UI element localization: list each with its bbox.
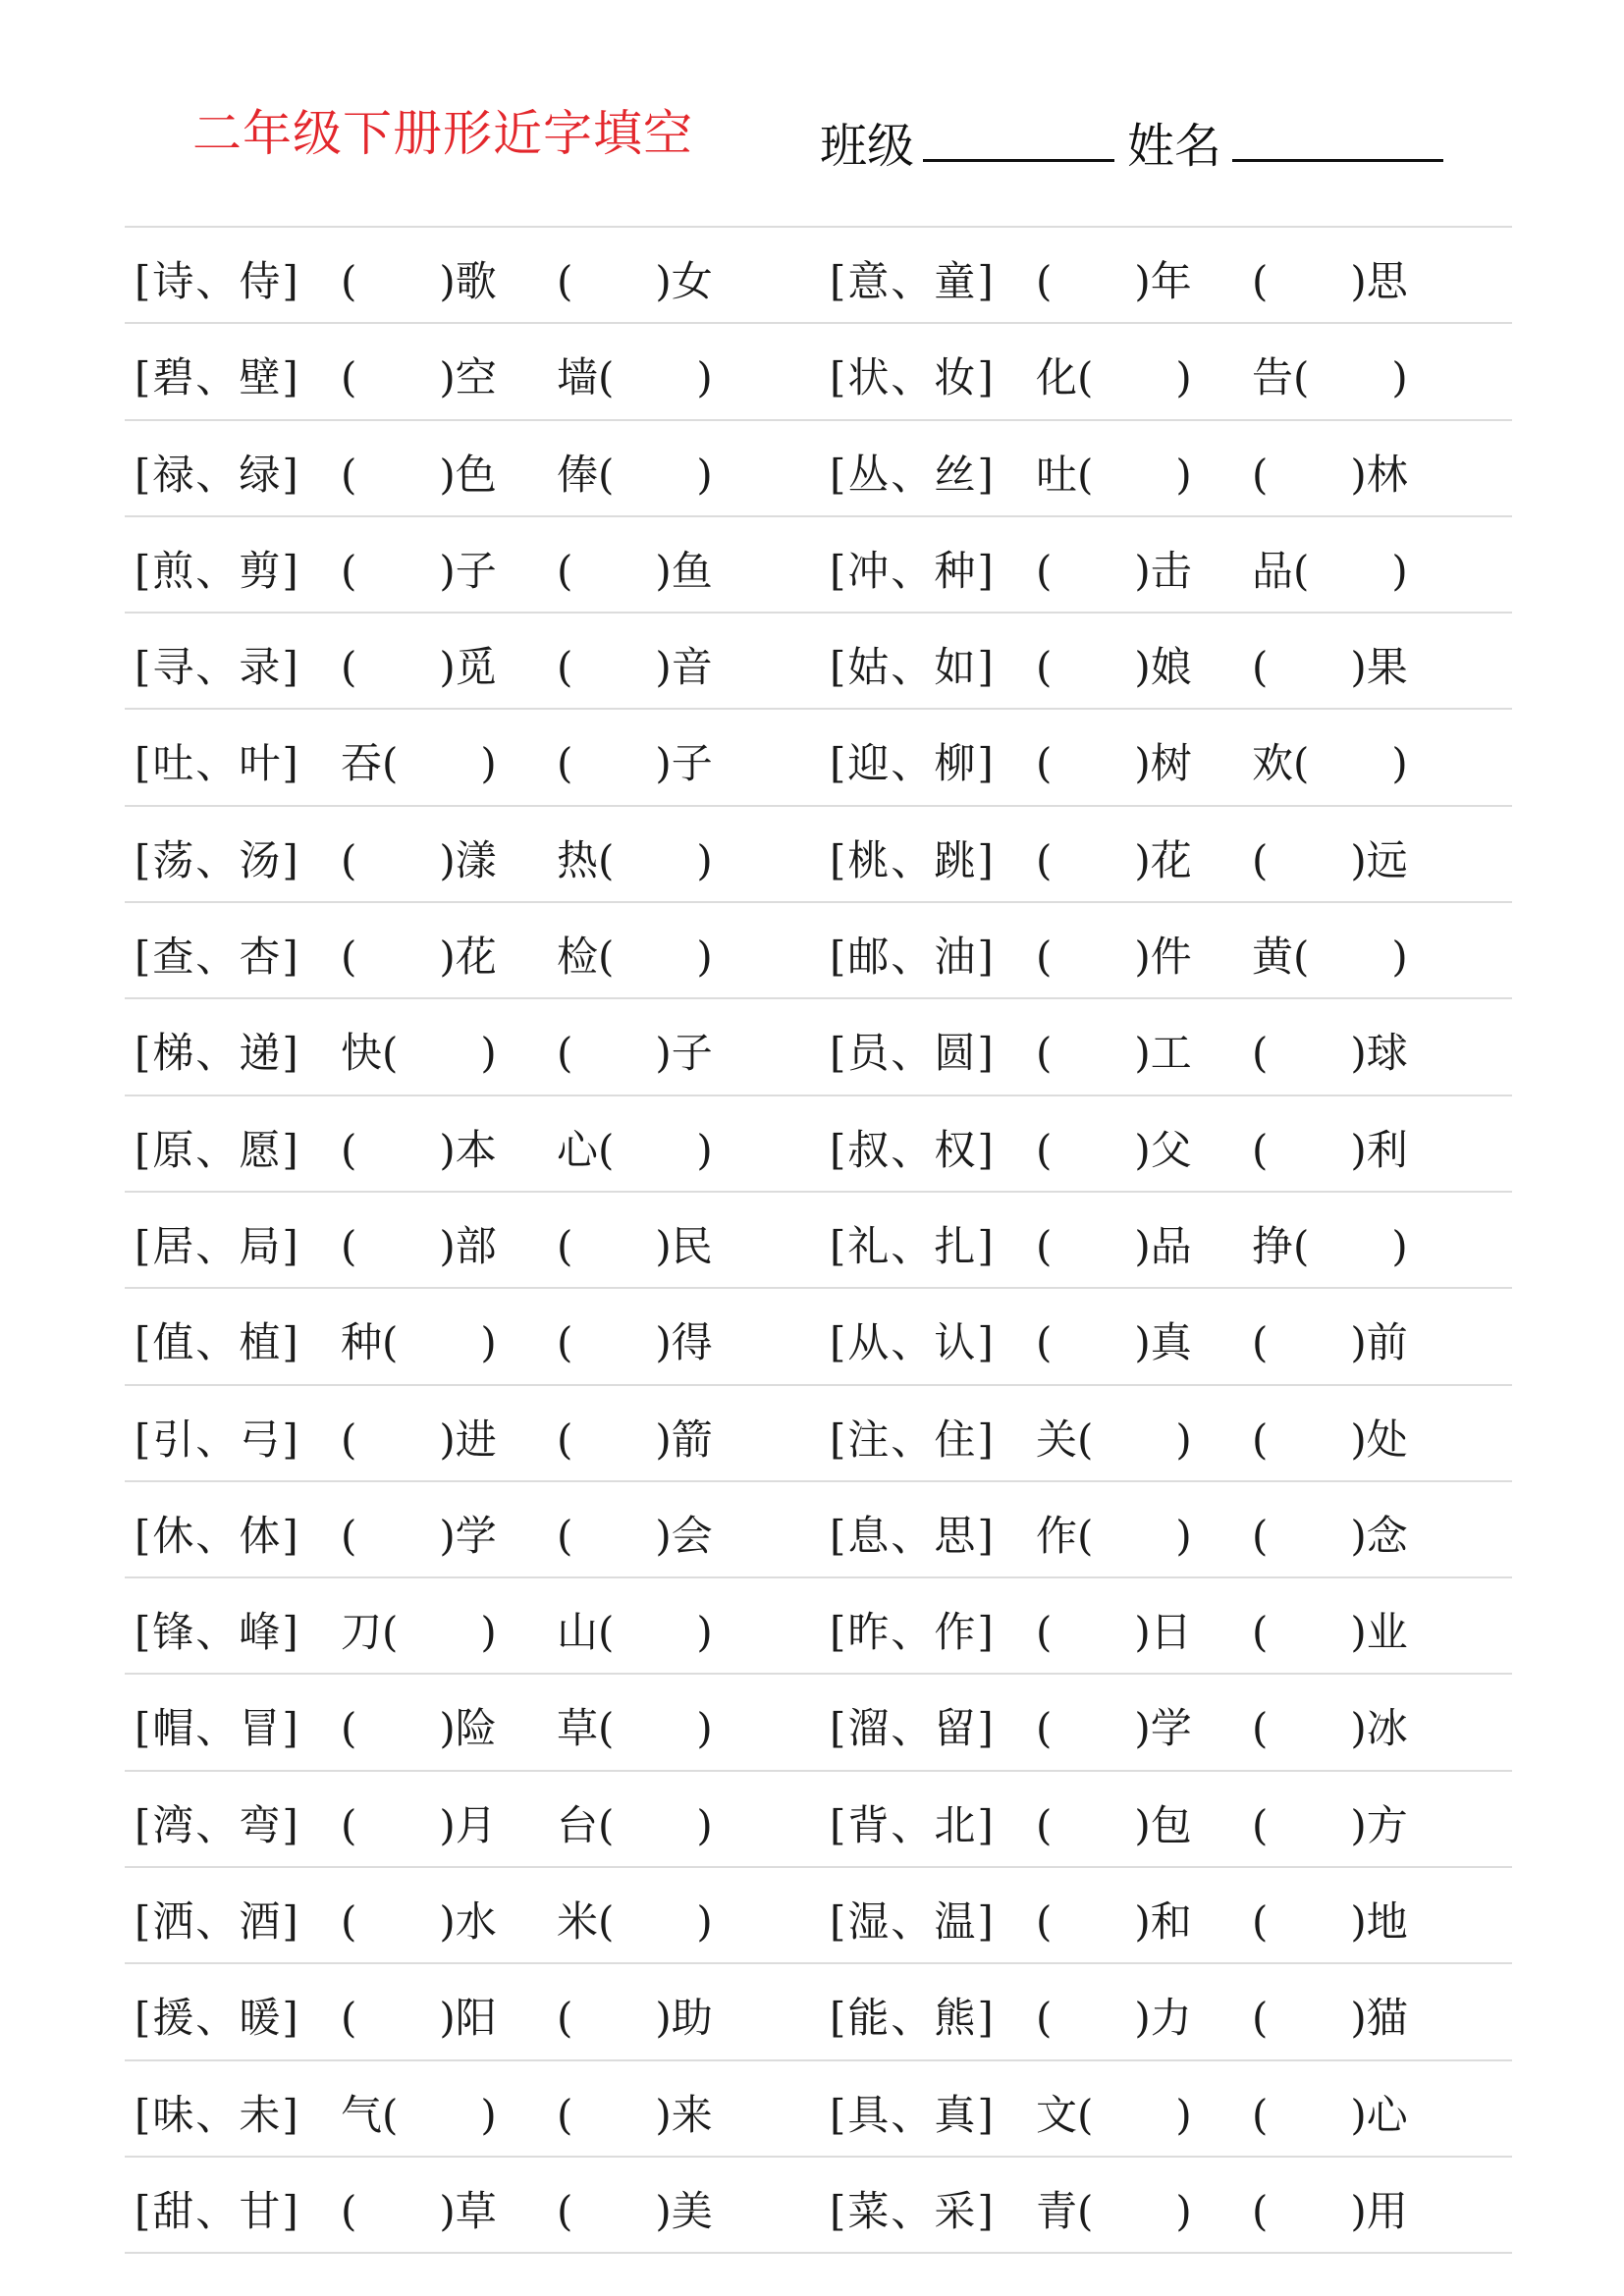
left-blank-1[interactable]: ( )学 <box>341 1511 497 1560</box>
left-blank-1[interactable]: ( )觅 <box>341 643 497 692</box>
table-row <box>125 2061 1512 2158</box>
right-blank-2[interactable]: ( )球 <box>1252 1029 1408 1078</box>
left-blank-2[interactable]: ( )箭 <box>557 1415 713 1464</box>
right-blank-1[interactable]: ( )工 <box>1036 1029 1192 1078</box>
left-blank-2[interactable]: 俸( ) <box>557 450 713 499</box>
right-blank-2[interactable]: 黄( ) <box>1252 933 1408 982</box>
left-pair: [帽、冒] <box>135 1704 300 1753</box>
right-pair: [邮、油] <box>830 933 996 982</box>
right-blank-1[interactable]: ( )花 <box>1036 835 1192 884</box>
left-blank-2[interactable]: 山( ) <box>557 1608 713 1657</box>
left-pair: [荡、汤] <box>135 835 300 884</box>
left-pair: [查、杏] <box>135 933 300 982</box>
table-row <box>125 1289 1512 1385</box>
student-info <box>0 108 1624 174</box>
right-blank-2[interactable]: ( )冰 <box>1252 1704 1408 1753</box>
table-row <box>125 1675 1512 1771</box>
right-pair: [桃、跳] <box>830 835 996 884</box>
right-pair: [能、熊] <box>830 1994 996 2043</box>
left-blank-1[interactable]: 刀( ) <box>341 1608 497 1657</box>
left-blank-1[interactable]: 吞( ) <box>341 739 497 788</box>
right-pair: [背、北] <box>830 1800 996 1849</box>
left-pair: [值、植] <box>135 1318 300 1367</box>
left-pair: [诗、侍] <box>135 257 300 305</box>
right-blank-1[interactable]: 化( ) <box>1036 353 1192 402</box>
right-blank-2[interactable]: ( )方 <box>1252 1800 1408 1849</box>
left-pair: [居、局] <box>135 1221 300 1270</box>
right-blank-1[interactable]: ( )日 <box>1036 1608 1192 1657</box>
left-pair: [煎、剪] <box>135 546 300 595</box>
table-row <box>125 1482 1512 1578</box>
table-row <box>125 324 1512 420</box>
right-pair: [叔、权] <box>830 1125 996 1174</box>
left-blank-2[interactable]: 草( ) <box>557 1704 713 1753</box>
left-blank-1[interactable]: ( )子 <box>341 546 497 595</box>
left-blank-1[interactable]: 种( ) <box>341 1318 497 1367</box>
right-pair: [注、住] <box>830 1415 996 1464</box>
left-pair: [禄、绿] <box>135 450 300 499</box>
right-blank-1[interactable]: ( )学 <box>1036 1704 1192 1753</box>
table-row <box>125 1386 1512 1482</box>
left-blank-1[interactable]: ( )阳 <box>341 1994 497 2043</box>
table-row <box>125 228 1512 324</box>
table-row <box>125 1772 1512 1868</box>
left-blank-2[interactable]: ( )音 <box>557 643 713 692</box>
right-blank-2[interactable]: ( )利 <box>1252 1125 1408 1174</box>
right-blank-1[interactable]: ( )力 <box>1036 1994 1192 2043</box>
right-blank-1[interactable]: ( )真 <box>1036 1318 1192 1367</box>
right-blank-1[interactable]: 吐( ) <box>1036 450 1192 499</box>
left-blank-1[interactable]: ( )进 <box>341 1415 497 1464</box>
name-field[interactable] <box>1232 159 1443 162</box>
right-blank-2[interactable]: ( )前 <box>1252 1318 1408 1367</box>
right-pair: [员、圆] <box>830 1029 996 1078</box>
left-pair: [碧、壁] <box>135 353 300 402</box>
right-pair: [意、童] <box>830 257 996 305</box>
left-blank-2[interactable]: ( )来 <box>557 2090 713 2139</box>
table-row <box>125 421 1512 517</box>
left-blank-1[interactable]: ( )空 <box>341 353 497 402</box>
left-blank-2[interactable]: ( )鱼 <box>557 546 713 595</box>
name-label: 姓名 <box>1127 119 1222 174</box>
table-row <box>125 903 1512 999</box>
table-row <box>125 999 1512 1095</box>
right-blank-2[interactable]: ( )林 <box>1252 450 1408 499</box>
right-pair: [具、真] <box>830 2090 996 2139</box>
right-blank-1[interactable]: ( )年 <box>1036 257 1192 305</box>
exercise-table <box>125 226 1512 2254</box>
right-pair: [冲、种] <box>830 546 996 595</box>
left-blank-2[interactable]: ( )子 <box>557 1029 713 1078</box>
right-blank-1[interactable]: ( )包 <box>1036 1800 1192 1849</box>
right-blank-1[interactable]: ( )和 <box>1036 1897 1192 1947</box>
left-pair: [甜、甘] <box>135 2186 300 2235</box>
right-blank-2[interactable]: ( )处 <box>1252 1415 1408 1464</box>
left-blank-2[interactable]: 检( ) <box>557 933 713 982</box>
left-blank-2[interactable]: ( )美 <box>557 2186 713 2235</box>
left-blank-2[interactable]: 热( ) <box>557 835 713 884</box>
right-pair: [礼、扎] <box>830 1221 996 1270</box>
left-blank-2[interactable]: ( )得 <box>557 1318 713 1367</box>
right-blank-2[interactable]: ( )猫 <box>1252 1994 1408 2043</box>
right-blank-1[interactable]: 作( ) <box>1036 1511 1192 1560</box>
left-pair: [味、未] <box>135 2090 300 2139</box>
right-pair: [从、认] <box>830 1318 996 1367</box>
left-blank-1[interactable]: 气( ) <box>341 2090 497 2139</box>
right-pair: [湿、温] <box>830 1897 996 1947</box>
left-pair: [援、暖] <box>135 1994 300 2043</box>
left-blank-1[interactable]: ( )险 <box>341 1704 497 1753</box>
right-blank-1[interactable]: ( )父 <box>1036 1125 1192 1174</box>
right-pair: [溜、留] <box>830 1704 996 1753</box>
right-blank-2[interactable]: 品( ) <box>1252 546 1408 595</box>
left-blank-1[interactable]: ( )色 <box>341 450 497 499</box>
page-title: 二年级下册形近字填空 <box>192 105 693 162</box>
left-blank-1[interactable]: ( )月 <box>341 1800 497 1849</box>
right-blank-2[interactable]: ( )业 <box>1252 1608 1408 1657</box>
right-pair: [菜、采] <box>830 2186 996 2235</box>
left-pair: [湾、弯] <box>135 1800 300 1849</box>
left-pair: [休、体] <box>135 1511 300 1560</box>
left-blank-2[interactable]: 心( ) <box>557 1125 713 1174</box>
left-pair: [锋、峰] <box>135 1608 300 1657</box>
left-blank-1[interactable]: ( )歌 <box>341 257 497 305</box>
table-row <box>125 1964 1512 2060</box>
left-blank-1[interactable]: ( )漾 <box>341 835 497 884</box>
table-row <box>125 807 1512 903</box>
left-blank-1[interactable]: ( )本 <box>341 1125 497 1174</box>
right-blank-2[interactable]: 欢( ) <box>1252 739 1408 788</box>
left-blank-2[interactable]: ( )女 <box>557 257 713 305</box>
left-pair: [引、弓] <box>135 1415 300 1464</box>
class-field[interactable] <box>923 159 1114 162</box>
left-blank-2[interactable]: ( )子 <box>557 739 713 788</box>
right-blank-2[interactable]: 告( ) <box>1252 353 1408 402</box>
table-row <box>125 2158 1512 2254</box>
left-blank-1[interactable]: ( )部 <box>341 1221 497 1270</box>
right-pair: [昨、作] <box>830 1608 996 1657</box>
table-row <box>125 1193 1512 1289</box>
left-pair: [原、愿] <box>135 1125 300 1174</box>
right-blank-1[interactable]: ( )娘 <box>1036 643 1192 692</box>
left-blank-1[interactable]: ( )水 <box>341 1897 497 1947</box>
table-row <box>125 517 1512 614</box>
right-blank-1[interactable]: ( )品 <box>1036 1221 1192 1270</box>
left-pair: [洒、酒] <box>135 1897 300 1947</box>
left-pair: [梯、递] <box>135 1029 300 1078</box>
right-blank-2[interactable]: ( )心 <box>1252 2090 1408 2139</box>
right-pair: [丛、丝] <box>830 450 996 499</box>
left-blank-1[interactable]: ( )花 <box>341 933 497 982</box>
left-blank-2[interactable]: 台( ) <box>557 1800 713 1849</box>
left-pair: [吐、叶] <box>135 739 300 788</box>
left-pair: [寻、录] <box>135 643 300 692</box>
right-blank-1[interactable]: ( )件 <box>1036 933 1192 982</box>
right-blank-1[interactable]: ( )击 <box>1036 546 1192 595</box>
table-row <box>125 614 1512 710</box>
right-blank-2[interactable]: ( )远 <box>1252 835 1408 884</box>
left-blank-2[interactable]: ( )助 <box>557 1994 713 2043</box>
right-blank-2[interactable]: ( )思 <box>1252 257 1408 305</box>
table-row <box>125 1868 1512 1964</box>
left-blank-2[interactable]: ( )会 <box>557 1511 713 1560</box>
left-blank-2[interactable]: 墙( ) <box>557 353 713 402</box>
right-blank-1[interactable]: 青( ) <box>1036 2186 1192 2235</box>
right-blank-2[interactable]: ( )念 <box>1252 1511 1408 1560</box>
left-blank-2[interactable]: 米( ) <box>557 1897 713 1947</box>
table-row <box>125 1096 1512 1193</box>
left-blank-1[interactable]: 快( ) <box>341 1029 497 1078</box>
right-blank-1[interactable]: 关( ) <box>1036 1415 1192 1464</box>
right-pair: [息、思] <box>830 1511 996 1560</box>
right-blank-2[interactable]: 挣( ) <box>1252 1221 1408 1270</box>
right-pair: [迎、柳] <box>830 739 996 788</box>
right-pair: [状、妆] <box>830 353 996 402</box>
right-pair: [姑、如] <box>830 643 996 692</box>
left-blank-1[interactable]: ( )草 <box>341 2186 497 2235</box>
table-row <box>125 1578 1512 1675</box>
left-blank-2[interactable]: ( )民 <box>557 1221 713 1270</box>
table-row <box>125 710 1512 806</box>
right-blank-1[interactable]: ( )树 <box>1036 739 1192 788</box>
right-blank-2[interactable]: ( )果 <box>1252 643 1408 692</box>
class-label: 班级 <box>820 119 915 174</box>
right-blank-2[interactable]: ( )用 <box>1252 2186 1408 2235</box>
right-blank-2[interactable]: ( )地 <box>1252 1897 1408 1947</box>
right-blank-1[interactable]: 文( ) <box>1036 2090 1192 2139</box>
